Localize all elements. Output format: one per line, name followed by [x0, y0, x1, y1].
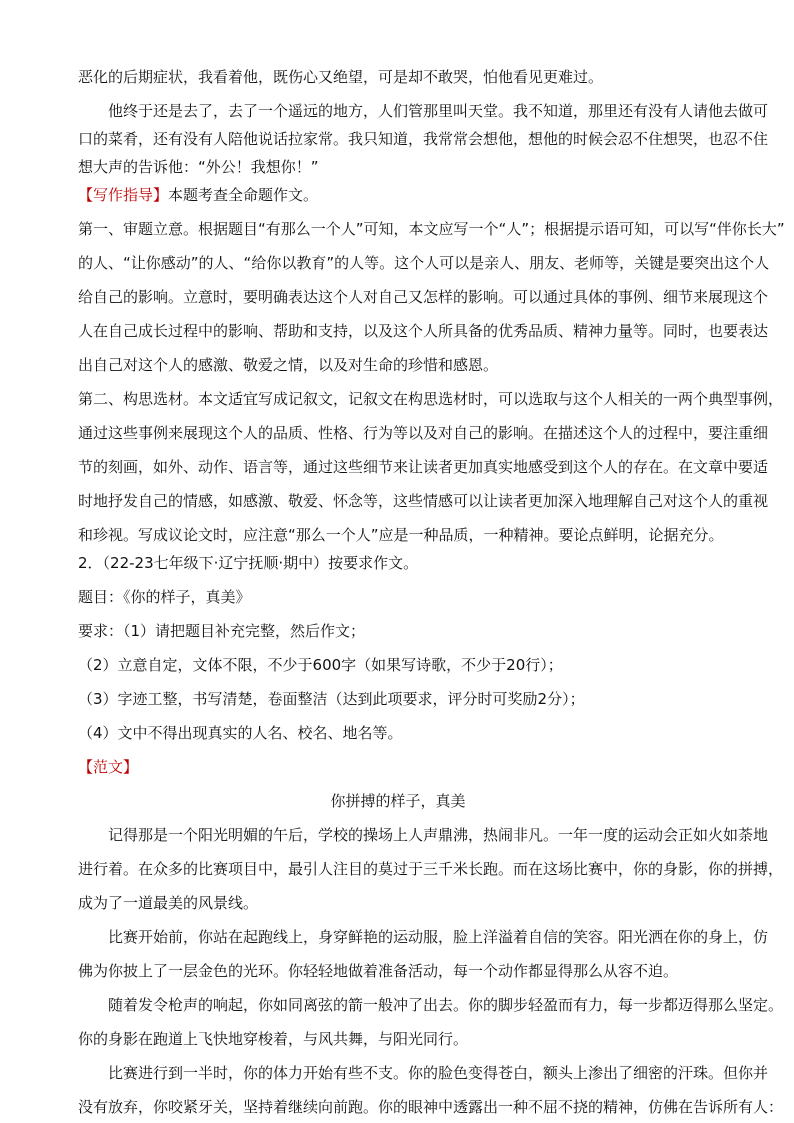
essay-line: 比赛开始前，你站在起跑线上，身穿鲜艳的运动服，脸上洋溢着自信的笑容。阳光洒在你的身上，仿: [108, 928, 769, 946]
essay-line: 随着发令枪声的响起，你如同离弦的箭一般冲了出去。你的脚步轻盈而有力，每一步都迈得那么坚定。: [108, 996, 784, 1014]
essay-line: 佛为你披上了一层金色的光环。你轻轻地做着准备活动，每一个动作都显得那么从容不迫。: [78, 962, 679, 980]
guide-line: 的人、“让你感动”的人、“给你以教育”的人等。这个人可以是亲人、朋友、老师等，关键是要突出这个人: [78, 254, 770, 272]
guide-line: 出自己对这个人的感激、敬爱之情，以及对生命的珍惜和感恩。: [78, 356, 499, 374]
sample-title: 你拼搏的样子，真美: [330, 792, 466, 810]
writing-guide-label: 【写作指导】: [78, 186, 169, 204]
guide-line: 和珍视。写成议论文时，应注意“那么一个人”应是一种品质，一种精神。要论点鲜明，论据充分。: [78, 526, 724, 544]
question-title: 2．（22-23七年级下·辽宁抚顺·期中）按要求作文。: [78, 554, 419, 572]
essay-line: 比赛进行到一半时，你的体力开始有些不支。你的脸色变得苍白，额头上渗出了细密的汗珠。但你并: [108, 1064, 769, 1082]
guide-line: 节的刻画，如外、动作、语言等，通过这些细节来让读者更加真实地感受到这个人的存在。在文章中要适: [78, 458, 769, 476]
essay-line: 没有放弃，你咬紧牙关，坚持着继续向前跑。你的眼神中透露出一种不屈不挠的精神，仿佛在告诉所有人：: [78, 1098, 784, 1116]
question-block: [78, 549, 718, 747]
story-line: 口的菜肴，还有没有人陪他说话拉家常。我只知道，我常常会想他，想他的时候会忍不住想哭，也忍不住: [78, 130, 769, 148]
guide-paragraph-2: [78, 385, 784, 549]
guide-line: 通过这些事例来展现这个人的品质、性格、行为等以及对自己的影响。在描述这个人的过程中，要注重细: [78, 424, 769, 442]
essay-line: 你的身影在跑道上飞快地穿梭着，与风共舞，与阳光同行。: [78, 1030, 469, 1048]
writing-guide-heading: [78, 181, 718, 209]
guide-line: 第一、审题立意。根据题目“有那么一个人”可知，本文应写一个“人”；根据提示语可知，可以写“伴你长大”: [78, 220, 785, 238]
question-topic: 题目：《你的样子，真美》: [78, 588, 251, 606]
essay-line: 进行着。在众多的比赛项目中，最引人注目的莫过于三千米长跑。而在这场比赛中，你的身影，你的拼搏，: [78, 860, 784, 878]
story-line: 恶化的后期症状，我看着他，既伤心又绝望，可是却不敢哭，怕他看见更难过。: [78, 68, 604, 86]
guide-line: 给自己的影响。立意时，要明确表达这个人对自己又怎样的影响。可以通过具体的事例、细节来展现这个: [78, 288, 769, 306]
question-requirement: 要求：（1）请把题目补充完整，然后作文；: [78, 622, 366, 640]
story-intro: [78, 63, 769, 181]
sample-label: 【范文】: [78, 758, 139, 776]
essay-line: 成为了一道最美的风景线。: [78, 894, 259, 912]
story-line: 想大声的告诉他：“外公！我想你！”: [78, 158, 319, 176]
question-requirement: （3）字迹工整，书写清楚，卷面整洁（达到此项要求，评分时可奖励2分）；: [78, 690, 585, 708]
essay-line: 记得那是一个阳光明媚的午后，学校的操场上人声鼎沸，热闹非凡。一年一度的运动会正如火如荼地: [108, 826, 769, 844]
sample-essay: [78, 753, 784, 1121]
guide-paragraph-1: [78, 215, 785, 379]
question-requirement: （2）立意自定，文体不限，不少于600字（如果写诗歌，不少于20行）；: [78, 656, 563, 674]
writing-guide-text: 本题考查全命题作文。: [168, 186, 319, 204]
guide-line: 第二、构思选材。本文适宜写成记叙文，记叙文在构思选材时，可以选取与这个人相关的一两个典型事例，: [78, 390, 784, 408]
question-requirement: （4）文中不得出现真实的人名、校名、地名等。: [78, 724, 403, 742]
guide-line: 人在自己成长过程中的影响、帮助和支持，以及这个人所具备的优秀品质、精神力量等。同时，也要表达: [78, 322, 769, 340]
guide-line: 时地抒发自己的情感，如感激、敬爱、怀念等，这些情感可以让读者更加深入地理解自己对这个人的重视: [78, 492, 769, 510]
story-line: 他终于还是去了，去了一个遥远的地方，人们管那里叫天堂。我不知道，那里还有没有人请他去做可: [108, 102, 769, 120]
